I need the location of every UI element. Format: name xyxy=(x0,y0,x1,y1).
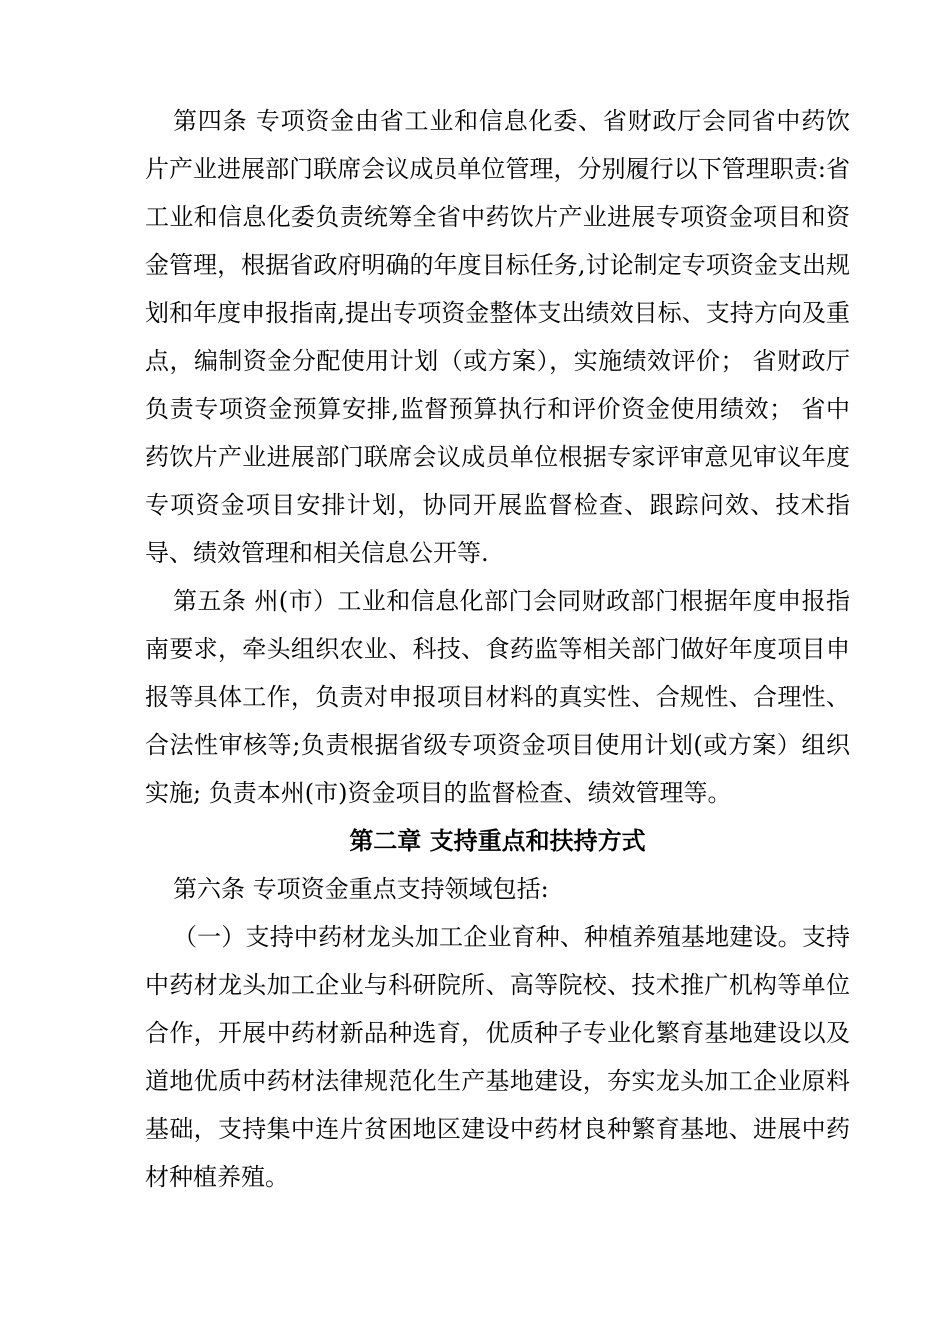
article-5-paragraph: 第五条 州(市）工业和信息化部门会同财政部门根据年度申报指南要求，牵头组织农业、科技、食药监等相关部门做好年度项目申报等具体工作，负责对申报项目材料的真实性、合规性、合理性、合法性审核等;负责根据省级专项资金项目使用计划(或方案）组织实施; 负责本州(市)资金项目的监督检查、绩效管理等。 xyxy=(145,587,850,807)
article-6-paragraph: 第六条 专项资金重点支持领域包括: xyxy=(173,875,549,903)
article-6-item-1-paragraph: （一）支持中药材龙头加工企业育种、种植养殖基地建设。支持中药材龙头加工企业与科研院所、高等院校、技术推广机构等单位合作，开展中药材新品种选育，优质种子专业化繁育基地建设以及道地优质中药材法律规范化生产基地建设，夯实龙头加工企业原料基础，支持集中连片贫困地区建设中药材良种繁育基地、进展中药材种植养殖。 xyxy=(145,923,850,1191)
document-page xyxy=(145,97,850,1201)
chapter-2-heading: 第二章 支持重点和扶持方式 xyxy=(349,827,646,855)
article-4-paragraph: 第四条 专项资金由省工业和信息化委、省财政厅会同省中药饮片产业进展部门联席会议成员单位管理，分别履行以下管理职责:省工业和信息化委负责统筹全省中药饮片产业进展专项资金项目和资金管理，根据省政府明确的年度目标任务,讨论制定专项资金支出规划和年度申报指南,提出专项资金整体支出绩效目标、支持方向及重点，编制资金分配使用计划（或方案），实施绩效评价； 省财政厅负责专项资金预算安排,监督预算执行和评价资金使用绩效； 省中药饮片产业进展部门联席会议成员单位根据专家评审意见审议年度专项资金项目安排计划，协同开展监督检查、跟踪问效、技术指导、绩效管理和相关信息公开等. xyxy=(145,107,850,567)
